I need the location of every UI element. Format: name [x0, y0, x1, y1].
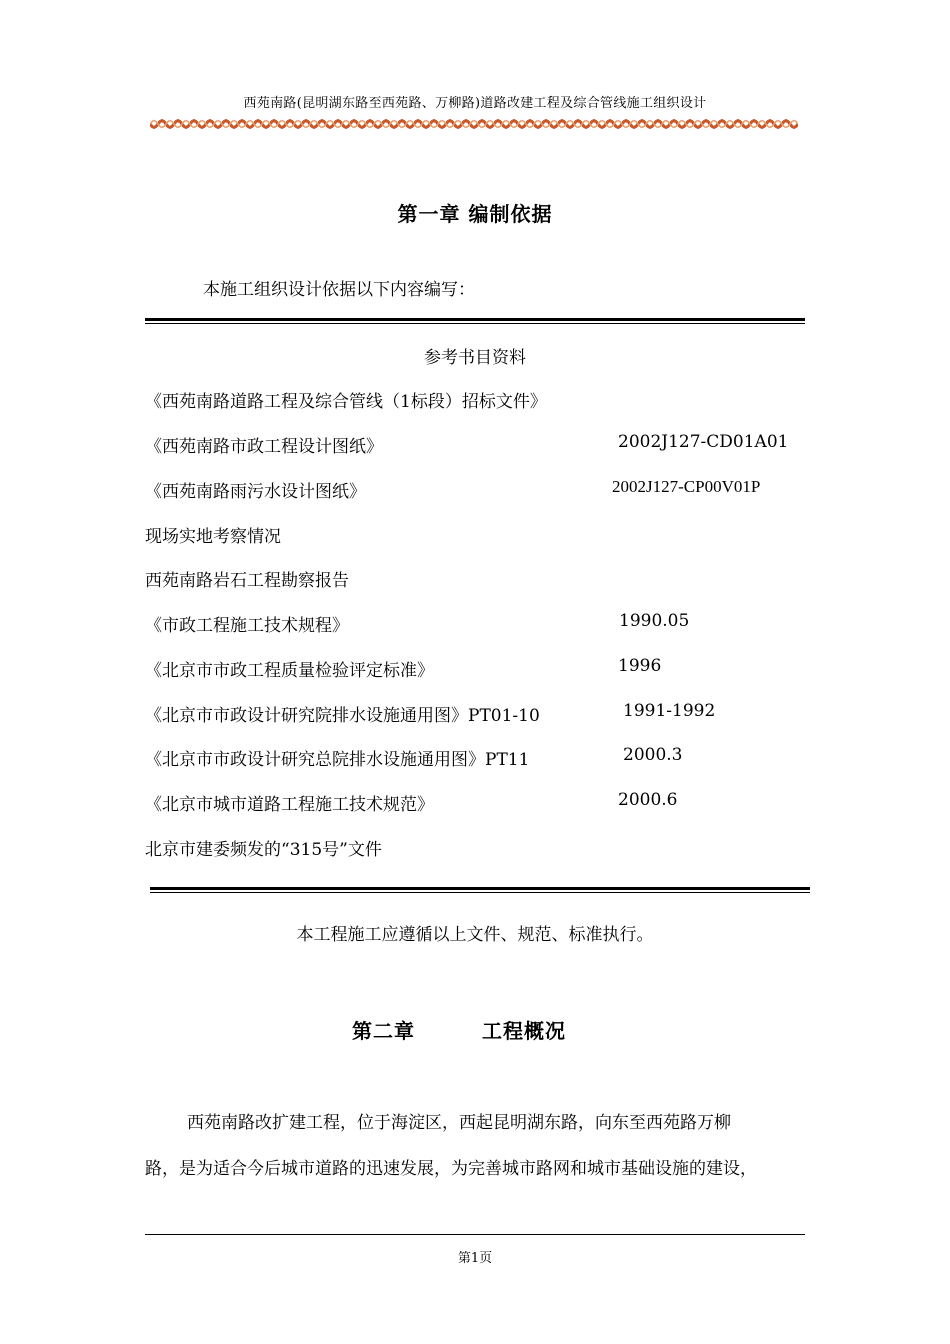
chapter1-intro: 本施工组织设计依据以下内容编写： — [203, 280, 475, 300]
reference-row — [145, 566, 825, 590]
reference-row — [145, 522, 825, 546]
chapter2-number: 第二章 — [352, 1019, 415, 1043]
reference-code: 1990.05 — [619, 611, 690, 631]
reference-row — [145, 432, 825, 456]
footer-rule — [145, 1234, 805, 1235]
reference-title: 《北京市市政设计研究总院排水设施通用图》PT11 — [145, 750, 530, 770]
chapter2-name: 工程概况 — [482, 1019, 566, 1043]
reference-row — [145, 835, 825, 859]
reference-title: 《北京市城市道路工程施工技术规范》 — [145, 795, 434, 815]
chapter2-paragraph-line1: 西苑南路改扩建工程，位于海淀区，西起昆明湖东路，向东至西苑路万柳 — [187, 1113, 731, 1133]
page-number: 第1页 — [457, 1251, 493, 1266]
references-heading: 参考书目资料 — [424, 348, 526, 368]
reference-title: 《北京市市政设计研究院排水设施通用图》PT01-10 — [145, 706, 540, 726]
reference-code: 2000.3 — [623, 745, 683, 765]
reference-row — [145, 745, 825, 769]
reference-code: 2000.6 — [618, 790, 678, 810]
references-closing-note: 本工程施工应遵循以上文件、规范、标准执行。 — [296, 925, 654, 945]
reference-title: 《北京市市政工程质量检验评定标准》 — [145, 661, 434, 681]
reference-title: 《西苑南路市政工程设计图纸》 — [145, 437, 383, 457]
table-bottom-rule — [150, 887, 810, 893]
reference-title: 西苑南路岩石工程勘察报告 — [145, 571, 349, 591]
reference-title: 《西苑南路道路工程及综合管线（1标段）招标文件》 — [145, 392, 547, 412]
reference-row — [145, 790, 825, 814]
reference-code: 2002J127-CP00V01P — [612, 477, 761, 496]
reference-title: 《市政工程施工技术规程》 — [145, 616, 349, 636]
table-top-rule — [145, 318, 805, 324]
reference-row — [145, 477, 825, 501]
reference-row — [145, 387, 825, 411]
chapter2-title — [0, 1015, 950, 1045]
reference-row — [145, 611, 825, 635]
reference-code: 2002J127-CD01A01 — [618, 432, 789, 452]
chapter2-paragraph-line2: 路，是为适合今后城市道路的迅速发展，为完善城市路网和城市基础设施的建设， — [145, 1159, 757, 1179]
header-decorative-wave — [150, 117, 798, 131]
reference-code: 1991-1992 — [623, 701, 716, 721]
chapter1-title: 第一章 编制依据 — [397, 202, 553, 226]
reference-title: 《西苑南路雨污水设计图纸》 — [145, 482, 366, 502]
reference-title: 北京市建委频发的“315号”文件 — [145, 840, 382, 860]
reference-code: 1996 — [618, 656, 662, 676]
reference-title: 现场实地考察情况 — [145, 527, 281, 547]
reference-row — [145, 701, 825, 725]
reference-row — [145, 656, 825, 680]
document-header-title: 西苑南路(昆明湖东路至西苑路、万柳路)道路改建工程及综合管线施工组织设计 — [243, 96, 707, 111]
